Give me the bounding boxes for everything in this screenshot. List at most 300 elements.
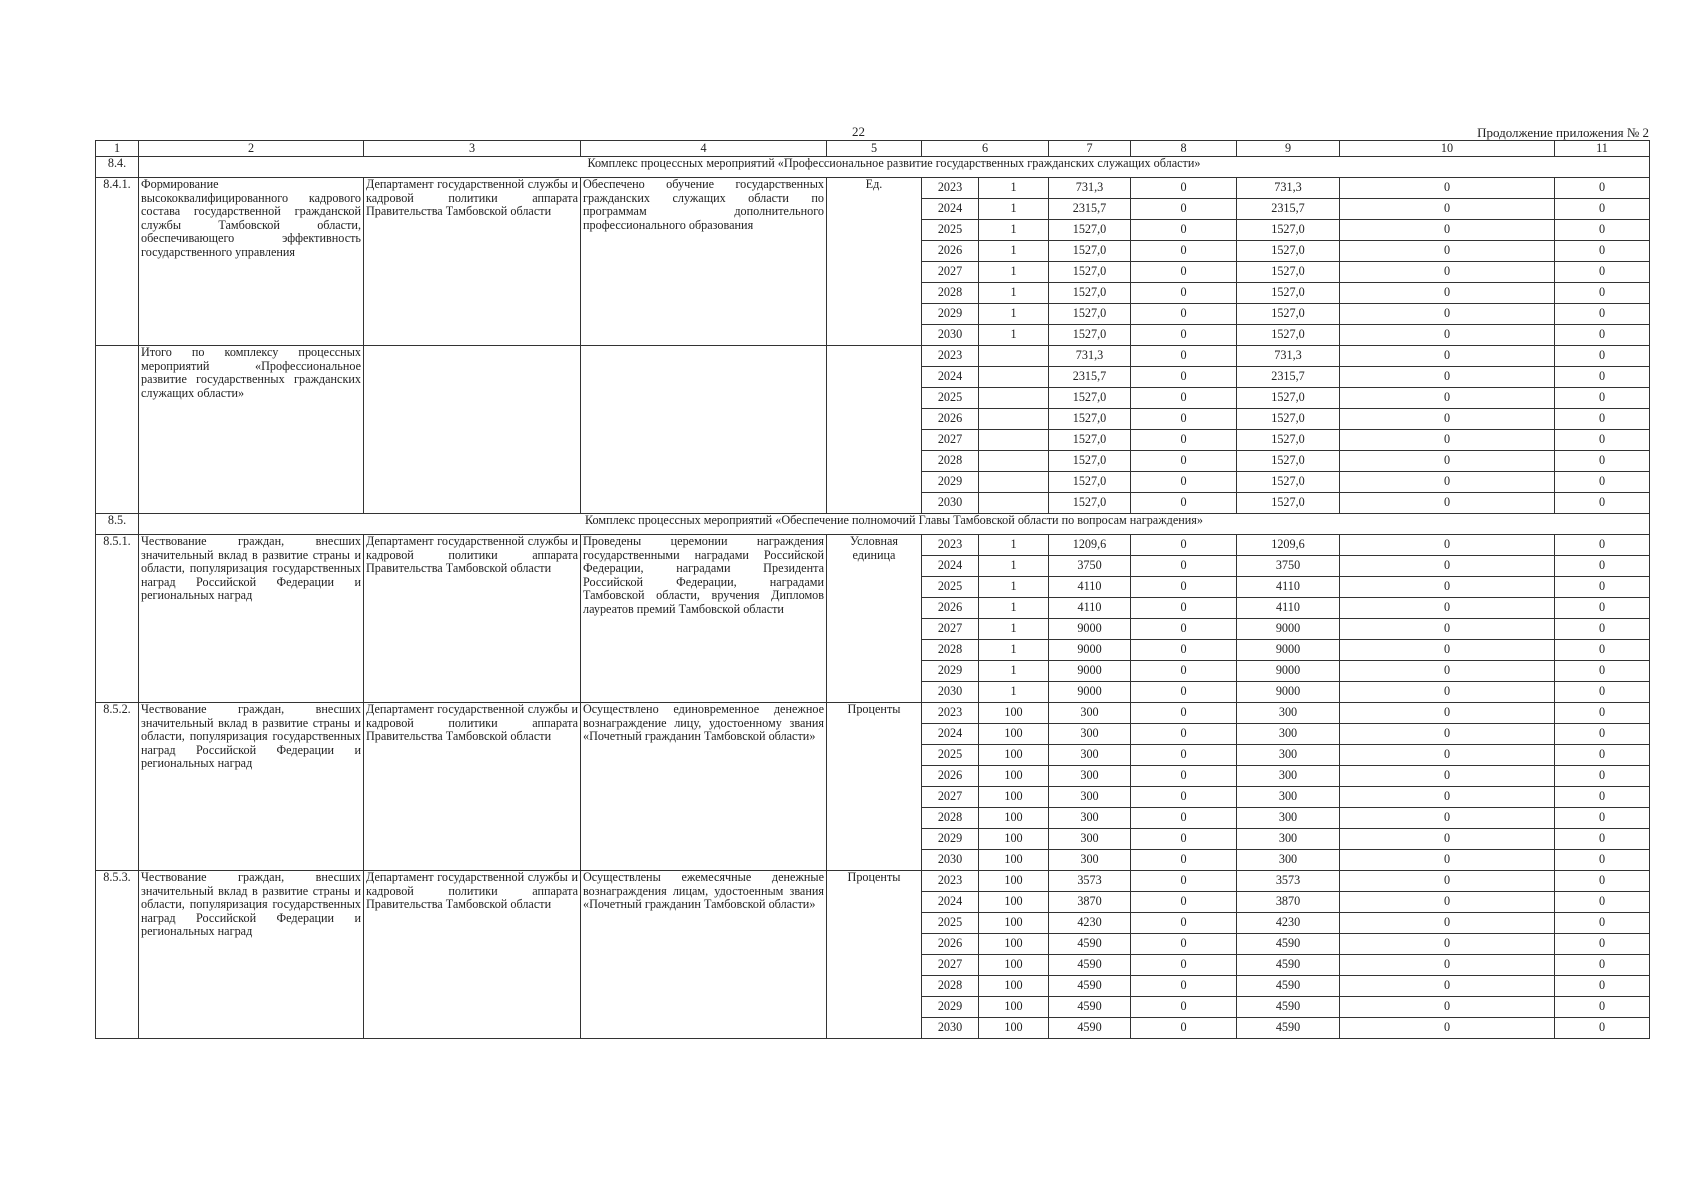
year-cell: 2027 xyxy=(922,955,979,976)
year-cell: 2025 xyxy=(922,220,979,241)
funding-total: 4590 xyxy=(1049,955,1131,976)
year-row xyxy=(96,346,1650,367)
funding-federal: 0 xyxy=(1131,577,1237,598)
funding-total: 2315,7 xyxy=(1049,199,1131,220)
funding-total: 300 xyxy=(1049,787,1131,808)
year-cell: 2026 xyxy=(922,934,979,955)
funding-regional: 300 xyxy=(1237,829,1340,850)
funding-local: 0 xyxy=(1340,451,1555,472)
year-cell: 2024 xyxy=(922,367,979,388)
year-cell: 2028 xyxy=(922,808,979,829)
year-cell: 2030 xyxy=(922,493,979,514)
indicator-value: 1 xyxy=(979,241,1049,262)
funding-total: 1527,0 xyxy=(1049,283,1131,304)
funding-regional: 1527,0 xyxy=(1237,262,1340,283)
funding-total: 4110 xyxy=(1049,598,1131,619)
funding-total: 300 xyxy=(1049,703,1131,724)
funding-regional: 1527,0 xyxy=(1237,220,1340,241)
funding-regional: 1527,0 xyxy=(1237,409,1340,430)
unit-of-measure: Проценты xyxy=(827,703,922,871)
funding-extrabudget: 0 xyxy=(1555,703,1650,724)
funding-regional: 1527,0 xyxy=(1237,451,1340,472)
item-number: 8.4.1. xyxy=(96,178,139,346)
indicator-value: 1 xyxy=(979,640,1049,661)
indicator-value xyxy=(979,367,1049,388)
indicator-value: 1 xyxy=(979,199,1049,220)
year-cell: 2023 xyxy=(922,703,979,724)
funding-federal: 0 xyxy=(1131,997,1237,1018)
funding-extrabudget: 0 xyxy=(1555,892,1650,913)
funding-extrabudget: 0 xyxy=(1555,787,1650,808)
funding-local: 0 xyxy=(1340,1018,1555,1039)
funding-federal: 0 xyxy=(1131,682,1237,703)
funding-total: 300 xyxy=(1049,808,1131,829)
funding-extrabudget: 0 xyxy=(1555,997,1650,1018)
funding-regional: 1527,0 xyxy=(1237,241,1340,262)
indicator-value: 100 xyxy=(979,808,1049,829)
funding-total: 9000 xyxy=(1049,640,1131,661)
funding-extrabudget: 0 xyxy=(1555,724,1650,745)
funding-regional: 4590 xyxy=(1237,976,1340,997)
funding-local: 0 xyxy=(1340,934,1555,955)
funding-regional: 9000 xyxy=(1237,661,1340,682)
item-name: Чествование граждан, внесших значительный вклад в развитие страны и области, популяризация государственных наград Российской Федерации и региональных наград xyxy=(139,535,364,703)
header-cell-2: 2 xyxy=(139,141,364,157)
funding-local: 0 xyxy=(1340,640,1555,661)
funding-extrabudget: 0 xyxy=(1555,451,1650,472)
funding-total: 1527,0 xyxy=(1049,241,1131,262)
year-cell: 2027 xyxy=(922,619,979,640)
year-cell: 2023 xyxy=(922,346,979,367)
funding-extrabudget: 0 xyxy=(1555,493,1650,514)
indicator-value: 100 xyxy=(979,1018,1049,1039)
funding-federal: 0 xyxy=(1131,262,1237,283)
section-title: Комплекс процессных мероприятий «Обеспечение полномочий Главы Тамбовской области по вопросам награждения» xyxy=(139,514,1650,535)
funding-regional: 300 xyxy=(1237,703,1340,724)
funding-federal: 0 xyxy=(1131,598,1237,619)
funding-regional: 1527,0 xyxy=(1237,388,1340,409)
year-cell: 2029 xyxy=(922,829,979,850)
funding-extrabudget: 0 xyxy=(1555,955,1650,976)
funding-regional: 3870 xyxy=(1237,892,1340,913)
funding-local: 0 xyxy=(1340,682,1555,703)
indicator-value xyxy=(979,430,1049,451)
funding-local: 0 xyxy=(1340,892,1555,913)
year-cell: 2030 xyxy=(922,850,979,871)
year-cell: 2027 xyxy=(922,787,979,808)
funding-local: 0 xyxy=(1340,388,1555,409)
funding-federal: 0 xyxy=(1131,934,1237,955)
year-cell: 2029 xyxy=(922,661,979,682)
funding-regional: 4590 xyxy=(1237,1018,1340,1039)
funding-total: 9000 xyxy=(1049,661,1131,682)
year-cell: 2028 xyxy=(922,451,979,472)
funding-extrabudget: 0 xyxy=(1555,325,1650,346)
funding-federal: 0 xyxy=(1131,640,1237,661)
funding-extrabudget: 0 xyxy=(1555,661,1650,682)
indicator-value: 100 xyxy=(979,745,1049,766)
funding-federal: 0 xyxy=(1131,241,1237,262)
header-cell-10: 10 xyxy=(1340,141,1555,157)
indicator-value: 100 xyxy=(979,766,1049,787)
indicator-value: 100 xyxy=(979,913,1049,934)
funding-total: 300 xyxy=(1049,829,1131,850)
funding-regional: 4110 xyxy=(1237,577,1340,598)
indicator-value: 1 xyxy=(979,304,1049,325)
unit-of-measure xyxy=(827,346,922,514)
indicator-value xyxy=(979,451,1049,472)
year-cell: 2023 xyxy=(922,871,979,892)
funding-extrabudget: 0 xyxy=(1555,556,1650,577)
funding-federal: 0 xyxy=(1131,283,1237,304)
funding-local: 0 xyxy=(1340,556,1555,577)
funding-federal: 0 xyxy=(1131,976,1237,997)
funding-federal: 0 xyxy=(1131,913,1237,934)
funding-local: 0 xyxy=(1340,220,1555,241)
indicator-value: 1 xyxy=(979,682,1049,703)
funding-regional: 9000 xyxy=(1237,682,1340,703)
funding-local: 0 xyxy=(1340,787,1555,808)
funding-regional: 4590 xyxy=(1237,997,1340,1018)
funding-extrabudget: 0 xyxy=(1555,682,1650,703)
funding-regional: 300 xyxy=(1237,787,1340,808)
indicator-value xyxy=(979,472,1049,493)
responsible-department: Департамент государственной службы и кадровой политики аппарата Правительства Тамбовской области xyxy=(364,871,581,1039)
funding-total: 1527,0 xyxy=(1049,304,1131,325)
unit-of-measure: Проценты xyxy=(827,871,922,1039)
funding-extrabudget: 0 xyxy=(1555,745,1650,766)
unit-of-measure: Ед. xyxy=(827,178,922,346)
header-cell-6: 6 xyxy=(922,141,1049,157)
funding-total: 1209,6 xyxy=(1049,535,1131,556)
funding-regional: 300 xyxy=(1237,766,1340,787)
funding-federal: 0 xyxy=(1131,829,1237,850)
funding-local: 0 xyxy=(1340,976,1555,997)
funding-regional: 731,3 xyxy=(1237,346,1340,367)
funding-federal: 0 xyxy=(1131,535,1237,556)
funding-federal: 0 xyxy=(1131,325,1237,346)
funding-total: 4590 xyxy=(1049,997,1131,1018)
year-cell: 2030 xyxy=(922,325,979,346)
indicator-value: 100 xyxy=(979,997,1049,1018)
funding-local: 0 xyxy=(1340,745,1555,766)
funding-regional: 300 xyxy=(1237,724,1340,745)
funding-extrabudget: 0 xyxy=(1555,934,1650,955)
funding-regional: 1527,0 xyxy=(1237,472,1340,493)
indicator-value: 1 xyxy=(979,577,1049,598)
indicator-value: 100 xyxy=(979,955,1049,976)
header-cell-11: 11 xyxy=(1555,141,1650,157)
funding-local: 0 xyxy=(1340,808,1555,829)
funding-federal: 0 xyxy=(1131,199,1237,220)
header-row xyxy=(96,141,1650,157)
funding-regional: 2315,7 xyxy=(1237,199,1340,220)
indicator-value: 1 xyxy=(979,220,1049,241)
funding-total: 300 xyxy=(1049,850,1131,871)
funding-regional: 4230 xyxy=(1237,913,1340,934)
funding-extrabudget: 0 xyxy=(1555,829,1650,850)
funding-local: 0 xyxy=(1340,430,1555,451)
header-cell-5: 5 xyxy=(827,141,922,157)
funding-federal: 0 xyxy=(1131,871,1237,892)
funding-extrabudget: 0 xyxy=(1555,304,1650,325)
table-body xyxy=(96,141,1650,1039)
funding-regional: 300 xyxy=(1237,745,1340,766)
funding-federal: 0 xyxy=(1131,451,1237,472)
funding-total: 300 xyxy=(1049,766,1131,787)
funding-federal: 0 xyxy=(1131,703,1237,724)
indicator-value: 100 xyxy=(979,892,1049,913)
funding-total: 4230 xyxy=(1049,913,1131,934)
funding-extrabudget: 0 xyxy=(1555,430,1650,451)
funding-federal: 0 xyxy=(1131,178,1237,199)
funding-extrabudget: 0 xyxy=(1555,766,1650,787)
year-cell: 2026 xyxy=(922,766,979,787)
funding-federal: 0 xyxy=(1131,766,1237,787)
responsible-department: Департамент государственной службы и кадровой политики аппарата Правительства Тамбовской области xyxy=(364,535,581,703)
header-cell-8: 8 xyxy=(1131,141,1237,157)
continuation-note: Продолжение приложения № 2 xyxy=(1477,125,1649,140)
funding-local: 0 xyxy=(1340,661,1555,682)
funding-local: 0 xyxy=(1340,535,1555,556)
year-row xyxy=(96,871,1650,892)
funding-extrabudget: 0 xyxy=(1555,220,1650,241)
indicator-value: 100 xyxy=(979,871,1049,892)
funding-local: 0 xyxy=(1340,262,1555,283)
expected-result: Обеспечено обучение государственных гражданских служащих области по программам дополнительного профессионального образования xyxy=(581,178,827,346)
funding-extrabudget: 0 xyxy=(1555,241,1650,262)
year-cell: 2029 xyxy=(922,304,979,325)
funding-federal: 0 xyxy=(1131,493,1237,514)
header-cell-9: 9 xyxy=(1237,141,1340,157)
funding-local: 0 xyxy=(1340,766,1555,787)
indicator-value xyxy=(979,493,1049,514)
year-cell: 2026 xyxy=(922,409,979,430)
year-cell: 2025 xyxy=(922,745,979,766)
funding-total: 1527,0 xyxy=(1049,220,1131,241)
funding-regional: 3573 xyxy=(1237,871,1340,892)
responsible-department: Департамент государственной службы и кадровой политики аппарата Правительства Тамбовской области xyxy=(364,178,581,346)
section-title: Комплекс процессных мероприятий «Профессиональное развитие государственных гражданских служащих области» xyxy=(139,157,1650,178)
funding-regional: 1527,0 xyxy=(1237,304,1340,325)
funding-federal: 0 xyxy=(1131,388,1237,409)
indicator-value: 1 xyxy=(979,619,1049,640)
funding-local: 0 xyxy=(1340,598,1555,619)
funding-local: 0 xyxy=(1340,829,1555,850)
funding-regional: 1527,0 xyxy=(1237,325,1340,346)
funding-total: 4590 xyxy=(1049,1018,1131,1039)
funding-extrabudget: 0 xyxy=(1555,1018,1650,1039)
funding-regional: 1527,0 xyxy=(1237,283,1340,304)
item-number xyxy=(96,346,139,514)
funding-regional: 9000 xyxy=(1237,619,1340,640)
responsible-department xyxy=(364,346,581,514)
funding-extrabudget: 0 xyxy=(1555,367,1650,388)
funding-regional: 4590 xyxy=(1237,955,1340,976)
funding-total: 3573 xyxy=(1049,871,1131,892)
indicator-value: 1 xyxy=(979,178,1049,199)
funding-federal: 0 xyxy=(1131,745,1237,766)
funding-extrabudget: 0 xyxy=(1555,850,1650,871)
funding-federal: 0 xyxy=(1131,304,1237,325)
year-cell: 2024 xyxy=(922,724,979,745)
funding-extrabudget: 0 xyxy=(1555,199,1650,220)
funding-federal: 0 xyxy=(1131,619,1237,640)
item-number: 8.5.1. xyxy=(96,535,139,703)
funding-extrabudget: 0 xyxy=(1555,262,1650,283)
funding-federal: 0 xyxy=(1131,661,1237,682)
funding-local: 0 xyxy=(1340,241,1555,262)
year-cell: 2028 xyxy=(922,283,979,304)
funding-regional: 1527,0 xyxy=(1237,493,1340,514)
indicator-value: 1 xyxy=(979,262,1049,283)
section-number: 8.4. xyxy=(96,157,139,178)
header-cell-3: 3 xyxy=(364,141,581,157)
funding-regional: 9000 xyxy=(1237,640,1340,661)
funding-total: 3870 xyxy=(1049,892,1131,913)
funding-federal: 0 xyxy=(1131,850,1237,871)
unit-of-measure: Условная единица xyxy=(827,535,922,703)
indicator-value: 1 xyxy=(979,661,1049,682)
item-number: 8.5.3. xyxy=(96,871,139,1039)
header-cell-1: 1 xyxy=(96,141,139,157)
indicator-value: 100 xyxy=(979,703,1049,724)
funding-extrabudget: 0 xyxy=(1555,619,1650,640)
year-cell: 2025 xyxy=(922,577,979,598)
indicator-value: 100 xyxy=(979,934,1049,955)
indicator-value: 1 xyxy=(979,556,1049,577)
funding-local: 0 xyxy=(1340,703,1555,724)
funding-federal: 0 xyxy=(1131,430,1237,451)
item-name: Итого по комплексу процессных мероприятий «Профессиональное развитие государственных гражданских служащих области» xyxy=(139,346,364,514)
funding-extrabudget: 0 xyxy=(1555,640,1650,661)
funding-total: 1527,0 xyxy=(1049,388,1131,409)
indicator-value: 1 xyxy=(979,325,1049,346)
funding-regional: 1527,0 xyxy=(1237,430,1340,451)
year-row xyxy=(96,178,1650,199)
funding-regional: 300 xyxy=(1237,808,1340,829)
funding-extrabudget: 0 xyxy=(1555,283,1650,304)
funding-regional: 300 xyxy=(1237,850,1340,871)
year-cell: 2026 xyxy=(922,241,979,262)
indicator-value: 100 xyxy=(979,976,1049,997)
funding-extrabudget: 0 xyxy=(1555,913,1650,934)
indicator-value xyxy=(979,409,1049,430)
funding-extrabudget: 0 xyxy=(1555,178,1650,199)
funding-federal: 0 xyxy=(1131,472,1237,493)
item-number: 8.5.2. xyxy=(96,703,139,871)
year-cell: 2024 xyxy=(922,892,979,913)
funding-regional: 731,3 xyxy=(1237,178,1340,199)
year-cell: 2024 xyxy=(922,199,979,220)
year-row xyxy=(96,703,1650,724)
funding-extrabudget: 0 xyxy=(1555,409,1650,430)
funding-extrabudget: 0 xyxy=(1555,976,1650,997)
funding-extrabudget: 0 xyxy=(1555,346,1650,367)
funding-total: 9000 xyxy=(1049,619,1131,640)
item-name: Чествование граждан, внесших значительный вклад в развитие страны и области, популяризация государственных наград Российской Федерации и региональных наград xyxy=(139,703,364,871)
funding-local: 0 xyxy=(1340,346,1555,367)
funding-local: 0 xyxy=(1340,283,1555,304)
funding-local: 0 xyxy=(1340,409,1555,430)
funding-local: 0 xyxy=(1340,913,1555,934)
indicator-value: 100 xyxy=(979,850,1049,871)
funding-total: 300 xyxy=(1049,745,1131,766)
funding-federal: 0 xyxy=(1131,409,1237,430)
funding-extrabudget: 0 xyxy=(1555,808,1650,829)
funding-local: 0 xyxy=(1340,325,1555,346)
funding-federal: 0 xyxy=(1131,892,1237,913)
year-cell: 2026 xyxy=(922,598,979,619)
header-cell-4: 4 xyxy=(581,141,827,157)
funding-total: 300 xyxy=(1049,724,1131,745)
expected-result xyxy=(581,346,827,514)
year-cell: 2024 xyxy=(922,556,979,577)
funding-extrabudget: 0 xyxy=(1555,871,1650,892)
responsible-department: Департамент государственной службы и кадровой политики аппарата Правительства Тамбовской области xyxy=(364,703,581,871)
funding-local: 0 xyxy=(1340,997,1555,1018)
funding-total: 9000 xyxy=(1049,682,1131,703)
year-cell: 2028 xyxy=(922,640,979,661)
year-cell: 2027 xyxy=(922,430,979,451)
header-cell-7: 7 xyxy=(1049,141,1131,157)
page-number: 22 xyxy=(852,124,865,139)
indicator-value: 1 xyxy=(979,535,1049,556)
year-cell: 2030 xyxy=(922,682,979,703)
year-cell: 2029 xyxy=(922,472,979,493)
funding-total: 4110 xyxy=(1049,577,1131,598)
funding-extrabudget: 0 xyxy=(1555,535,1650,556)
funding-total: 1527,0 xyxy=(1049,451,1131,472)
funding-extrabudget: 0 xyxy=(1555,472,1650,493)
funding-local: 0 xyxy=(1340,199,1555,220)
item-name: Чествование граждан, внесших значительный вклад в развитие страны и области, популяризация государственных наград Российской Федерации и региональных наград xyxy=(139,871,364,1039)
item-name: Формирование высококвалифицированного кадрового состава государственной гражданской службы Тамбовской области, обеспечивающего эффективность государственного управления xyxy=(139,178,364,346)
funding-local: 0 xyxy=(1340,472,1555,493)
funding-total: 1527,0 xyxy=(1049,409,1131,430)
funding-federal: 0 xyxy=(1131,724,1237,745)
program-table xyxy=(95,140,1650,1039)
year-cell: 2025 xyxy=(922,913,979,934)
funding-local: 0 xyxy=(1340,871,1555,892)
funding-total: 731,3 xyxy=(1049,178,1131,199)
section-number: 8.5. xyxy=(96,514,139,535)
funding-federal: 0 xyxy=(1131,220,1237,241)
year-row xyxy=(96,535,1650,556)
year-cell: 2023 xyxy=(922,535,979,556)
indicator-value: 100 xyxy=(979,829,1049,850)
funding-regional: 3750 xyxy=(1237,556,1340,577)
year-cell: 2023 xyxy=(922,178,979,199)
funding-extrabudget: 0 xyxy=(1555,598,1650,619)
funding-local: 0 xyxy=(1340,850,1555,871)
year-cell: 2028 xyxy=(922,976,979,997)
funding-federal: 0 xyxy=(1131,556,1237,577)
indicator-value xyxy=(979,388,1049,409)
funding-total: 3750 xyxy=(1049,556,1131,577)
funding-total: 731,3 xyxy=(1049,346,1131,367)
year-cell: 2025 xyxy=(922,388,979,409)
funding-local: 0 xyxy=(1340,493,1555,514)
indicator-value xyxy=(979,346,1049,367)
expected-result: Осуществлены ежемесячные денежные вознаграждения лицам, удостоенным звания «Почетный гражданин Тамбовской области» xyxy=(581,871,827,1039)
funding-federal: 0 xyxy=(1131,1018,1237,1039)
indicator-value: 1 xyxy=(979,598,1049,619)
funding-federal: 0 xyxy=(1131,808,1237,829)
funding-total: 1527,0 xyxy=(1049,430,1131,451)
funding-extrabudget: 0 xyxy=(1555,388,1650,409)
section-row xyxy=(96,514,1650,535)
